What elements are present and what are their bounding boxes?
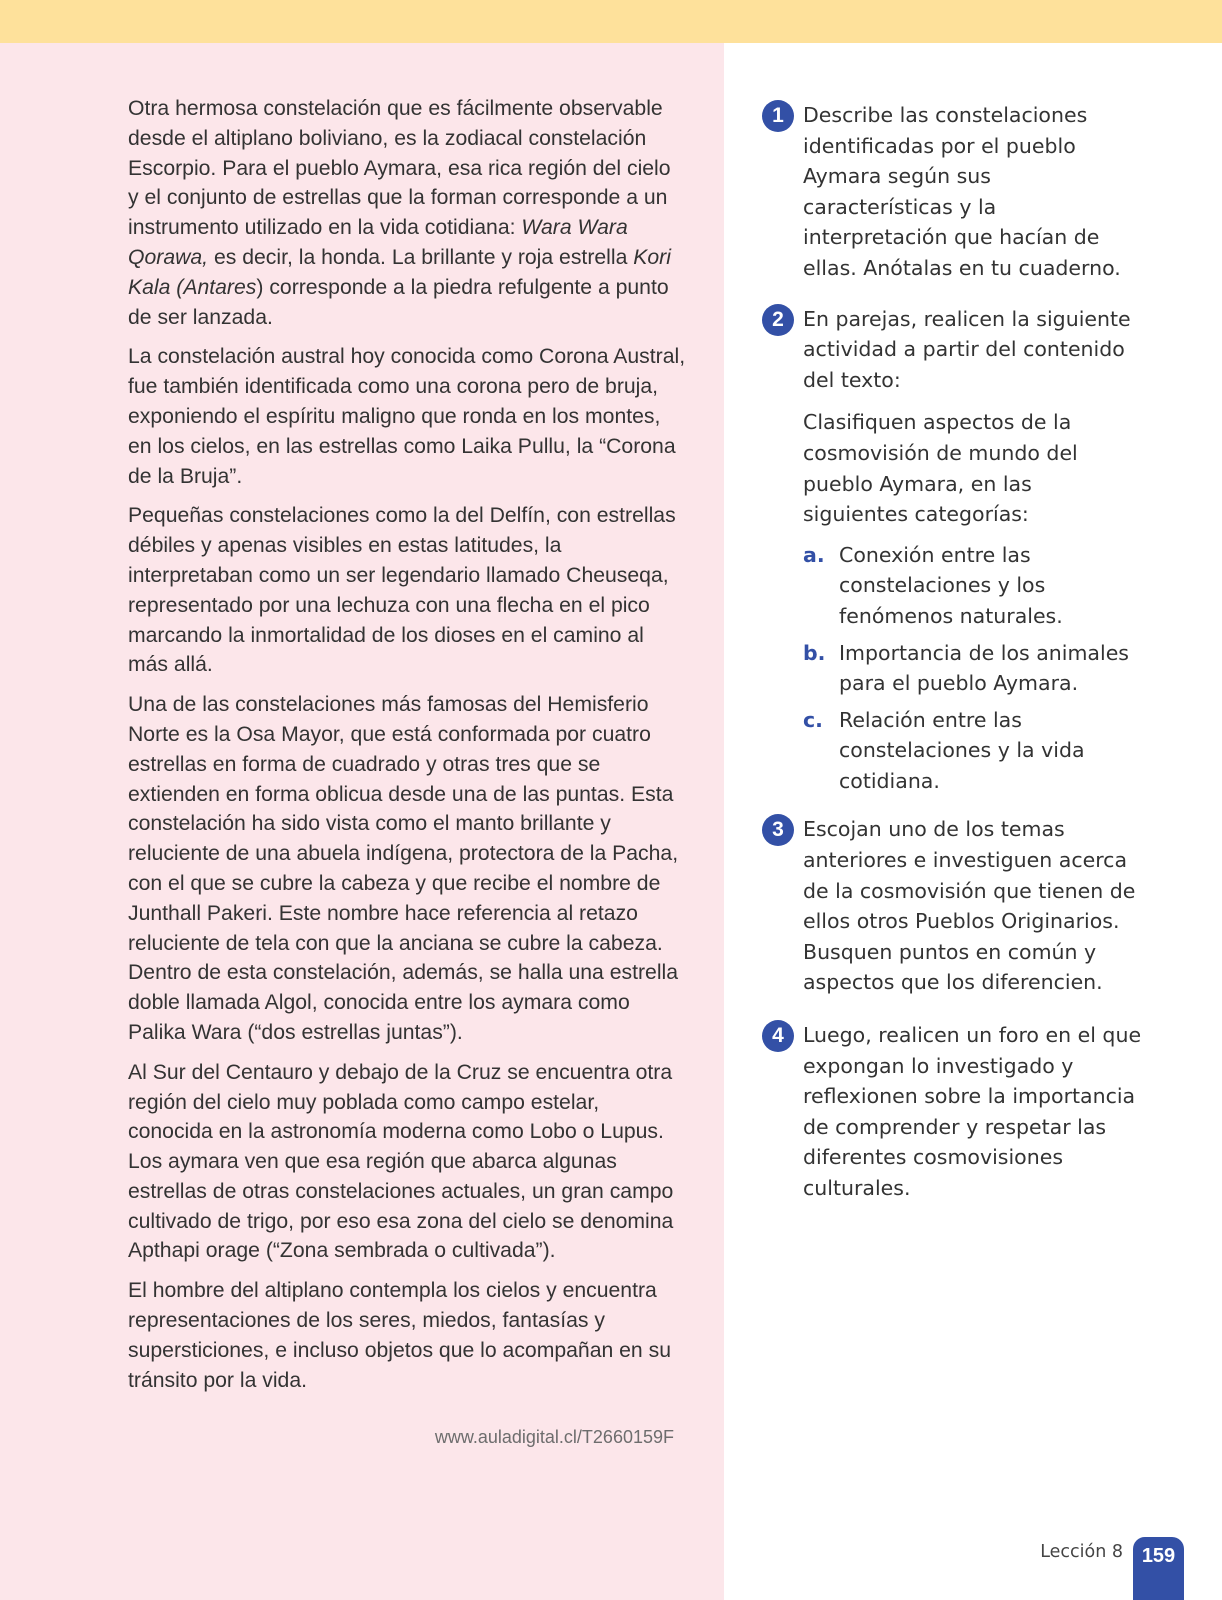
question-text: Luego, realicen un foro en el que expongan lo investigado y reflexionen sobre la importancia de comprender y respetar las diferentes cosmovisiones culturales. <box>803 1023 1142 1200</box>
source-link[interactable]: www.auladigital.cl/T2660159F <box>434 1427 674 1447</box>
category-item <box>803 705 1142 797</box>
paragraph-lupus: Al Sur del Centauro y debajo de la Cruz se encuentra otra región del cielo muy poblada como campo estelar, conocida en la astronomía moderna como Lobo o Lupus. Los aymara ven que esa región que abarca algunas estrellas de otras constelaciones actuales, un gran campo cultivado de trigo, por eso esa zona del cielo se denomina Apthapi orage (“Zona sembrada o cultivada”). <box>128 1060 674 1263</box>
paragraph-osa-mayor: Una de las constelaciones más famosas del Hemisferio Norte es la Osa Mayor, que está conformada por cuatro estrellas en forma de cuadrado y otras tres que se extienden en forma oblicua desde una de las puntas. Esta constelación ha sido vista como el manto brillante y reluciente de una abuela indígena, protectora de la Pacha, con el que se cubre la cabeza y que recibe el nombre de Junthall Pakeri. Este nombre hace referencia al retazo reluciente de tela con que la anciana se cubre la cabeza. Dentro de esta constelación, además, se halla una estrella doble llamada Algol, conocida entre los aymara como Palika Wara (“dos estrellas juntas”). <box>128 693 679 1044</box>
question-text: Escojan uno de los temas anteriores e investiguen acerca de la cosmovisión que tienen de ellos otros Pueblos Originarios. Busquen puntos en común y aspectos que los diferencien. <box>803 817 1136 995</box>
category-text: Conexión entre las constelaciones y los fenómenos naturales. <box>839 542 1063 628</box>
category-item <box>803 540 1142 632</box>
activity-questions <box>762 100 1142 1204</box>
question-3 <box>762 814 1142 998</box>
question-number-badge: 3 <box>762 814 794 846</box>
question-subtext: Clasifiquen aspectos de la cosmovisión de mundo del pueblo Aymara, en las siguientes categorías: <box>803 410 1078 527</box>
category-text: Importancia de los animales para el pueblo Aymara. <box>839 640 1129 696</box>
paragraph-corona-austral: La constelación austral hoy conocida como Corona Austral, fue también identificada como una corona pero de bruja, exponiendo el espíritu maligno que ronda en los montes, en los cielos, en las estrellas como Laika Pullu, la “Corona de la Bruja”. <box>128 345 686 488</box>
category-letter: c. <box>803 707 823 732</box>
category-text: Relación entre las constelaciones y la vida cotidiana. <box>839 707 1085 793</box>
reading-text <box>128 94 686 1405</box>
question-number-badge: 2 <box>762 304 794 336</box>
category-letter: a. <box>803 542 825 567</box>
category-item <box>803 638 1142 699</box>
paragraph-escorpio: Otra hermosa constelación que es fácilmente observable desde el altiplano boliviano, es la zodiacal constelación Escorpio. Para el pueblo Aymara, esa rica región del cielo y el conjunto de estrellas que la forman corresponde a un instrumento utilizado en la vida cotidiana: Wara Wara Qorawa, es decir, la honda. La brillante y roja estrella Kori Kala (Antares) corresponde a la piedra refulgente a punto de ser lanzada. <box>128 97 671 329</box>
paragraph-conclusion: El hombre del altiplano contempla los cielos y encuentra representaciones de los seres, miedos, fantasías y supersticiones, e incluso objetos que lo acompañan en su tránsito por la vida. <box>128 1279 671 1392</box>
paragraph-delfin: Pequeñas constelaciones como la del Delfín, con estrellas débiles y apenas visibles en estas latitudes, la interpretaban como un ser legendario llamado Cheuseqa, representado por una lechuza con una flecha en el pico marcando la inmortalidad de los dioses en el camino al más allá. <box>128 504 676 677</box>
category-letter: b. <box>803 640 826 665</box>
category-list <box>803 540 1142 797</box>
question-1 <box>762 100 1142 284</box>
question-number-badge: 4 <box>762 1020 794 1052</box>
page-number: 159 <box>1133 1537 1184 1600</box>
lesson-label: Lección 8 <box>1040 1542 1123 1562</box>
top-color-band <box>0 0 1222 43</box>
question-4 <box>762 1020 1142 1204</box>
question-text: Describe las constelaciones identificadas por el pueblo Aymara según sus características y la interpretación que hacían de ellas. Anótalas en tu cuaderno. <box>803 103 1121 280</box>
question-text: En parejas, realicen la siguiente actividad a partir del contenido del texto: <box>803 306 1131 392</box>
question-2 <box>762 304 1142 797</box>
question-number-badge: 1 <box>762 100 794 132</box>
